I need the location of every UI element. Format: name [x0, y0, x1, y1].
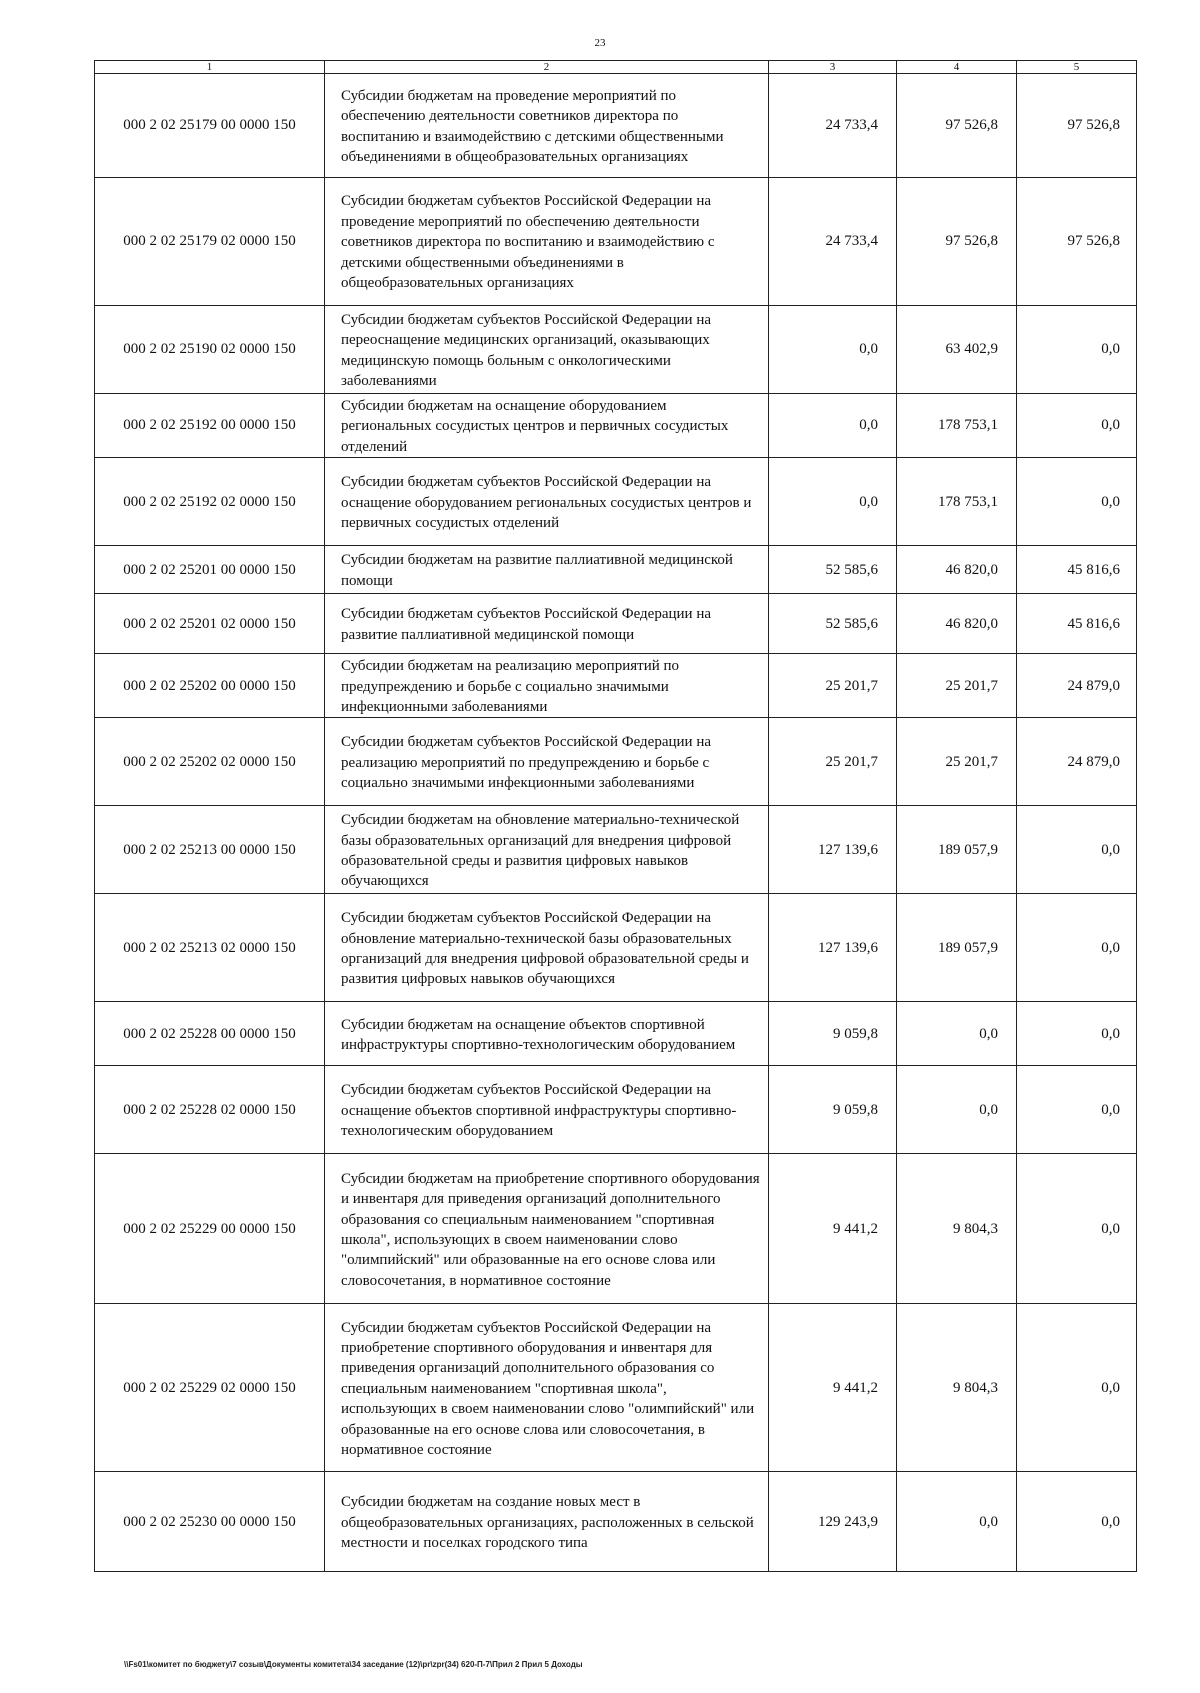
value-col-3-cell: 9 441,2: [769, 1304, 897, 1472]
value-col-4-cell: 189 057,9: [897, 806, 1017, 894]
value-col-5-cell: 0,0: [1017, 306, 1137, 394]
value-col-4-cell: 178 753,1: [897, 394, 1017, 458]
value-col-5-cell: 0,0: [1017, 458, 1137, 546]
budget-code-cell: 000 2 02 25202 02 0000 150: [95, 718, 325, 806]
page-number: 23: [594, 37, 606, 49]
budget-code-cell: 000 2 02 25213 02 0000 150: [95, 894, 325, 1002]
value-col-3-cell: 0,0: [769, 394, 897, 458]
value-col-5-cell: 45 816,6: [1017, 594, 1137, 654]
value-col-4-cell: 9 804,3: [897, 1154, 1017, 1304]
description-cell: Субсидии бюджетам на развитие паллиативной медицинской помощи: [325, 546, 769, 594]
value-col-4-cell: 97 526,8: [897, 178, 1017, 306]
value-col-4-cell: 25 201,7: [897, 654, 1017, 718]
value-col-3-cell: 9 059,8: [769, 1002, 897, 1066]
budget-code-cell: 000 2 02 25192 00 0000 150: [95, 394, 325, 458]
table-row: [95, 74, 1137, 178]
description-cell: Субсидии бюджетам на оснащение объектов спортивной инфраструктуры спортивно-технологическим оборудованием: [325, 1002, 769, 1066]
table-row: [95, 546, 1137, 594]
value-col-5-cell: 0,0: [1017, 1154, 1137, 1304]
budget-code-cell: 000 2 02 25201 00 0000 150: [95, 546, 325, 594]
description-cell: Субсидии бюджетам субъектов Российской Федерации на реализацию мероприятий по предупреждению и борьбе с социально значимыми инфекционными заболеваниями: [325, 718, 769, 806]
budget-code-cell: 000 2 02 25229 00 0000 150: [95, 1154, 325, 1304]
budget-code-cell: 000 2 02 25230 00 0000 150: [95, 1472, 325, 1572]
value-col-3-cell: 127 139,6: [769, 894, 897, 1002]
value-col-3-cell: 52 585,6: [769, 546, 897, 594]
value-col-4-cell: 46 820,0: [897, 594, 1017, 654]
budget-code-cell: 000 2 02 25202 00 0000 150: [95, 654, 325, 718]
description-cell: Субсидии бюджетам субъектов Российской Федерации на приобретение спортивного оборудования и инвентаря для приведения организаций дополнительного образования со специальным наименованием "спортивная школа", использующих в своем наименовании слово "олимпийский" или образованные на его основе слова или словосочетания, в нормативное состояние: [325, 1304, 769, 1472]
table-row: [95, 1472, 1137, 1572]
value-col-3-cell: 9 059,8: [769, 1066, 897, 1154]
description-cell: Субсидии бюджетам субъектов Российской Федерации на развитие паллиативной медицинской помощи: [325, 594, 769, 654]
value-col-3-cell: 24 733,4: [769, 178, 897, 306]
table-row: [95, 654, 1137, 718]
value-col-4-cell: 97 526,8: [897, 74, 1017, 178]
value-col-4-cell: 0,0: [897, 1472, 1017, 1572]
value-col-4-cell: 46 820,0: [897, 546, 1017, 594]
description-cell: Субсидии бюджетам субъектов Российской Федерации на обновление материально-технической базы образовательных организаций для внедрения цифровой образовательной среды и развития цифровых навыков обучающихся: [325, 894, 769, 1002]
value-col-4-cell: 9 804,3: [897, 1304, 1017, 1472]
description-cell: Субсидии бюджетам на приобретение спортивного оборудования и инвентаря для приведения организаций дополнительного образования со специальным наименованием "спортивная школа", использующих в своем наименовании слово "олимпийский" или образованные на его основе слова или словосочетания, в нормативное состояние: [325, 1154, 769, 1304]
value-col-3-cell: 52 585,6: [769, 594, 897, 654]
revenue-table-container: [94, 60, 1136, 1572]
budget-code-cell: 000 2 02 25229 02 0000 150: [95, 1304, 325, 1472]
value-col-3-cell: 0,0: [769, 458, 897, 546]
value-col-5-cell: 0,0: [1017, 1472, 1137, 1572]
table-row: [95, 458, 1137, 546]
description-cell: Субсидии бюджетам субъектов Российской Федерации на проведение мероприятий по обеспечению деятельности советников директора по воспитанию и взаимодействию с детскими общественными объединениями в общеобразовательных организациях: [325, 178, 769, 306]
value-col-5-cell: 0,0: [1017, 1002, 1137, 1066]
table-row: [95, 806, 1137, 894]
table-row: [95, 894, 1137, 1002]
table-row: [95, 394, 1137, 458]
value-col-5-cell: 0,0: [1017, 1304, 1137, 1472]
value-col-3-cell: 24 733,4: [769, 74, 897, 178]
budget-code-cell: 000 2 02 25179 02 0000 150: [95, 178, 325, 306]
description-cell: Субсидии бюджетам на проведение мероприятий по обеспечению деятельности советников директора по воспитанию и взаимодействию с детскими общественными объединениями в общеобразовательных организациях: [325, 74, 769, 178]
value-col-5-cell: 97 526,8: [1017, 178, 1137, 306]
description-cell: Субсидии бюджетам на оснащение оборудованием региональных сосудистых центров и первичных сосудистых отделений: [325, 394, 769, 458]
description-cell: Субсидии бюджетам на реализацию мероприятий по предупреждению и борьбе с социально значимыми инфекционными заболеваниями: [325, 654, 769, 718]
table-row: [95, 594, 1137, 654]
value-col-4-cell: 189 057,9: [897, 894, 1017, 1002]
value-col-5-cell: 0,0: [1017, 894, 1137, 1002]
header-col-4: 4: [897, 61, 1017, 74]
value-col-5-cell: 0,0: [1017, 1066, 1137, 1154]
revenue-table: [94, 60, 1137, 1572]
budget-code-cell: 000 2 02 25179 00 0000 150: [95, 74, 325, 178]
value-col-5-cell: 0,0: [1017, 394, 1137, 458]
budget-code-cell: 000 2 02 25213 00 0000 150: [95, 806, 325, 894]
header-col-3: 3: [769, 61, 897, 74]
table-row: [95, 306, 1137, 394]
value-col-3-cell: 127 139,6: [769, 806, 897, 894]
description-cell: Субсидии бюджетам субъектов Российской Федерации на оснащение оборудованием региональных сосудистых центров и первичных сосудистых отделений: [325, 458, 769, 546]
table-row: [95, 1304, 1137, 1472]
table-body: [95, 74, 1137, 1572]
budget-code-cell: 000 2 02 25228 00 0000 150: [95, 1002, 325, 1066]
table-row: [95, 718, 1137, 806]
value-col-5-cell: 45 816,6: [1017, 546, 1137, 594]
description-cell: Субсидии бюджетам на обновление материально-технической базы образовательных организаций для внедрения цифровой образовательной среды и развития цифровых навыков обучающихся: [325, 806, 769, 894]
value-col-5-cell: 0,0: [1017, 806, 1137, 894]
budget-code-cell: 000 2 02 25228 02 0000 150: [95, 1066, 325, 1154]
header-col-2: 2: [325, 61, 769, 74]
table-row: [95, 178, 1137, 306]
value-col-4-cell: 25 201,7: [897, 718, 1017, 806]
value-col-5-cell: 24 879,0: [1017, 718, 1137, 806]
value-col-3-cell: 25 201,7: [769, 718, 897, 806]
budget-code-cell: 000 2 02 25192 02 0000 150: [95, 458, 325, 546]
header-col-1: 1: [95, 61, 325, 74]
value-col-5-cell: 24 879,0: [1017, 654, 1137, 718]
table-row: [95, 1154, 1137, 1304]
value-col-3-cell: 0,0: [769, 306, 897, 394]
description-cell: Субсидии бюджетам субъектов Российской Федерации на оснащение объектов спортивной инфраструктуры спортивно-технологическим оборудованием: [325, 1066, 769, 1154]
budget-code-cell: 000 2 02 25190 02 0000 150: [95, 306, 325, 394]
value-col-4-cell: 0,0: [897, 1066, 1017, 1154]
value-col-4-cell: 63 402,9: [897, 306, 1017, 394]
value-col-4-cell: 178 753,1: [897, 458, 1017, 546]
budget-code-cell: 000 2 02 25201 02 0000 150: [95, 594, 325, 654]
table-row: [95, 1066, 1137, 1154]
description-cell: Субсидии бюджетам субъектов Российской Федерации на переоснащение медицинских организаций, оказывающих медицинскую помощь больным с онкологическими заболеваниями: [325, 306, 769, 394]
value-col-3-cell: 9 441,2: [769, 1154, 897, 1304]
value-col-5-cell: 97 526,8: [1017, 74, 1137, 178]
description-cell: Субсидии бюджетам на создание новых мест в общеобразовательных организациях, расположенных в сельской местности и поселках городского типа: [325, 1472, 769, 1572]
value-col-3-cell: 25 201,7: [769, 654, 897, 718]
header-row: [95, 61, 1137, 74]
table-row: [95, 1002, 1137, 1066]
header-col-5: 5: [1017, 61, 1137, 74]
value-col-4-cell: 0,0: [897, 1002, 1017, 1066]
file-path-footer: \\Fs01\комитет по бюджету\7 созыв\Документы комитета\34 заседание (12)\pr\zpr(34) 620-П-7\Прил 2 Прил 5 Доходы: [124, 1660, 583, 1669]
value-col-3-cell: 129 243,9: [769, 1472, 897, 1572]
